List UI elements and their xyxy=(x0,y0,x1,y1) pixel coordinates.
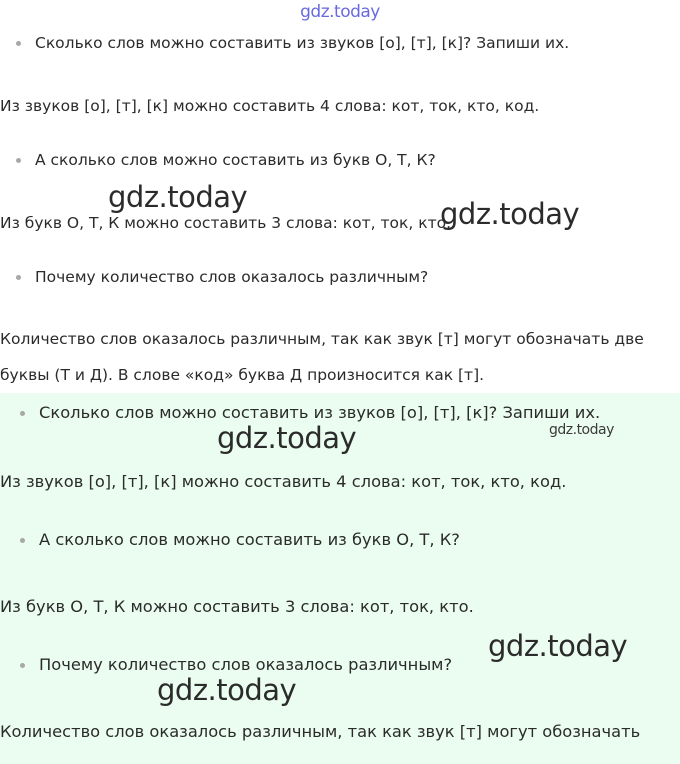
watermark: gdz.today xyxy=(217,421,357,455)
bullet-item xyxy=(20,403,600,422)
bullet-text: Почему количество слов оказалось различным? xyxy=(35,268,429,286)
answer-paragraph: Количество слов оказалось различным, так как звук [т] могут обозначать две xyxy=(0,330,644,348)
answer-paragraph: буквы (Т и Д). В слове «код» буква Д произносится как [т]. xyxy=(0,366,485,384)
answer-paragraph: Количество слов оказалось различным, так как звук [т] могут обозначать xyxy=(0,722,641,741)
answer-paragraph: Из букв О, Т, К можно составить 3 слова: кот, ток, кто. xyxy=(0,597,474,616)
answer-paragraph: Из звуков [о], [т], [к] можно составить 4 слова: кот, ток, кто, код. xyxy=(0,472,567,491)
bullet-item xyxy=(20,530,460,549)
bullet-text: А сколько слов можно составить из букв О, Т, К? xyxy=(39,530,460,549)
watermark: gdz.today xyxy=(549,422,614,438)
answer-paragraph: Из букв О, Т, К можно составить 3 слова: кот, ток, кто. xyxy=(0,214,452,232)
bullet-text: Сколько слов можно составить из звуков [о], [т], [к]? Запиши их. xyxy=(35,34,570,52)
watermark: gdz.today xyxy=(488,629,628,663)
bullet-text: Почему количество слов оказалось различным? xyxy=(39,655,453,674)
watermark: gdz.today xyxy=(440,197,580,231)
bullet-item xyxy=(16,34,569,52)
answer-paragraph: Из звуков [о], [т], [к] можно составить 4 слова: кот, ток, кто, код. xyxy=(0,97,540,115)
bullet-item xyxy=(16,268,428,286)
bullet-item xyxy=(20,655,452,674)
bullet-text: А сколько слов можно составить из букв О, Т, К? xyxy=(35,151,436,169)
watermark: gdz.today xyxy=(157,673,297,707)
bullet-item xyxy=(16,151,436,169)
watermark-top: gdz.today xyxy=(300,2,380,22)
bullet-text: Сколько слов можно составить из звуков [о], [т], [к]? Запиши их. xyxy=(39,403,601,422)
watermark: gdz.today xyxy=(108,180,248,214)
